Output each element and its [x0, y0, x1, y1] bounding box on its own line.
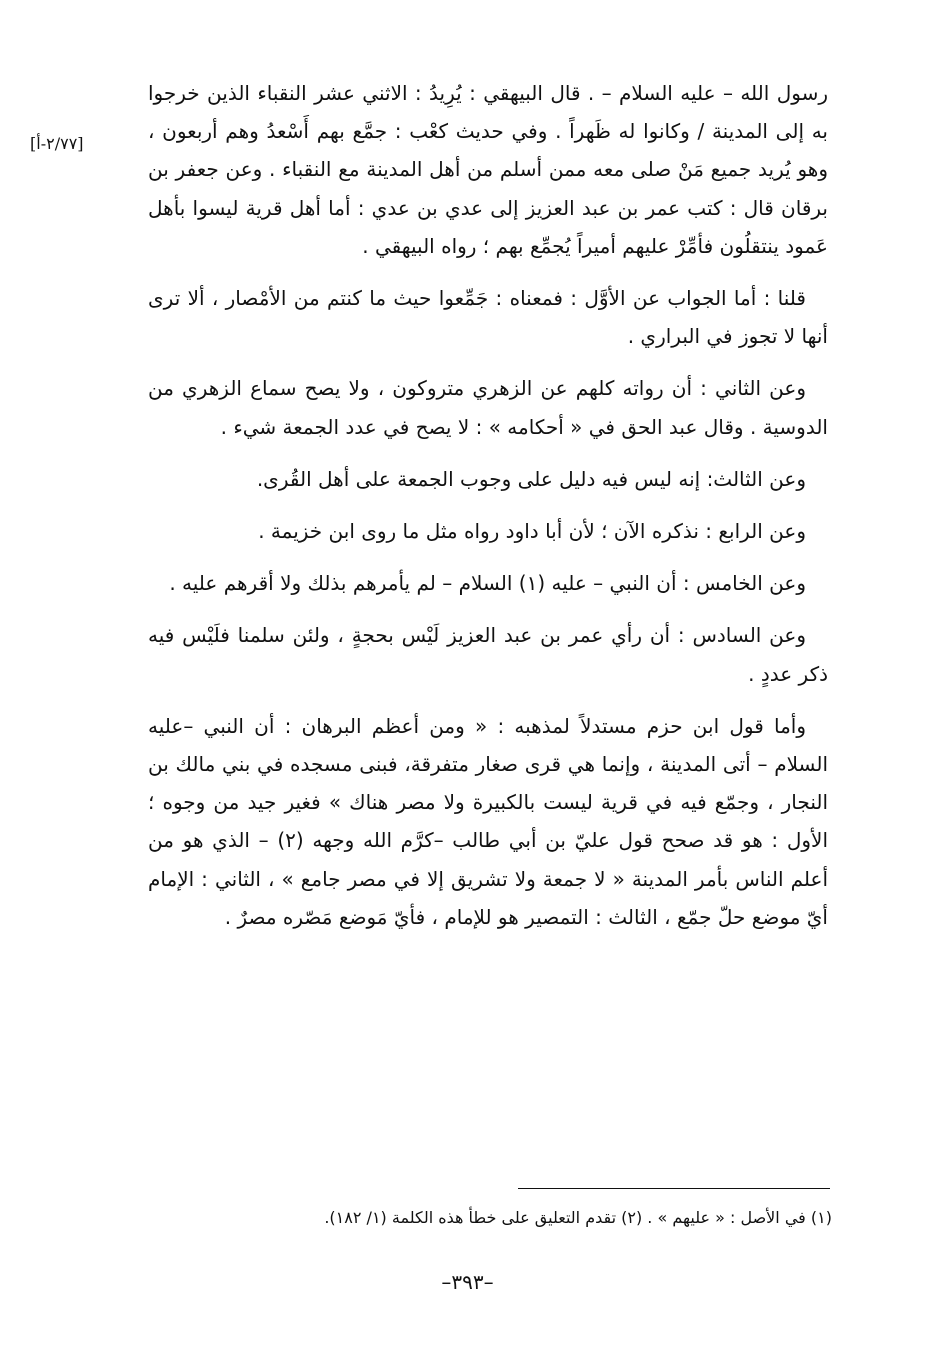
main-text: [148, 74, 828, 950]
paragraph-8: وأما قول ابن حزم مستدلاً لمذهبه : « ومن أعظم البرهان : أن النبي –عليه السلام – أتى المدينة ، وإنما هي قرى صغار متفرقة، فبنى مسجده في بني مالك بن النجار ، وجمّع فيه في قرية ليست بالكبيرة ولا مصر هناك » فغير جيد من وجوه ؛ الأول : هو قد صحح قول عليّ بن أبي طالب –كرَّم الله وجهه (٢) – الذي هو من أعلم الناس بأمر المدينة « لا جمعة ولا تشريق إلا في مصر جامع » ، الثاني : الإمام أيّ موضع حلّ جمّع ، الثالث : التمصير هو للإمام ، فأيّ مَوضع مَصّره مصرٌ .: [148, 713, 829, 929]
page-number: –٣٩٣–: [441, 1270, 494, 1294]
margin-reference: [٢/٧٧-أ]: [30, 134, 84, 153]
paragraph-6: وعن الخامس : أن النبي – عليه (١) السلام – لم يأمرهم بذلك ولا أقرهم عليه .: [169, 571, 806, 596]
footnotes: (١) في الأصل : « عليهم » . (٢) تقدم التعليق على خطأ هذه الكلمة (١/ ١٨٢).: [324, 1208, 832, 1227]
paragraph-5: وعن الرابع : نذكره الآن ؛ لأن أبا داود رواه مثل ما روى ابن خزيمة .: [258, 519, 806, 544]
paragraph-3: وعن الثاني : أن رواته كلهم عن الزهري متروكون ، ولا يصح سماع الزهري من الدوسية . وقال عبد الحق في « أحكامه » : لا يصح في عدد الجمعة شيء .: [148, 376, 828, 439]
paragraph-2: قلنا : أما الجواب عن الأوَّل : فمعناه : جَمِّعوا حيث ما كنتم من الأمْصار ، ألا ترى أنها لا تجوز في البراري .: [148, 286, 828, 349]
paragraph-7: وعن السادس : أن رأي عمر بن عبد العزيز لَيْس بحجةٍ ، ولئن سلمنا فلَيْس فيه ذكر عددٍ .: [148, 623, 828, 686]
paragraph-4: وعن الثالث: إنه ليس فيه دليل على وجوب الجمعة على أهل القُرى.: [256, 466, 806, 491]
paragraph-1: رسول الله – عليه السلام – . قال البيهقي : يُرِيدُ : الاثني عشر النقباء الذين خرجوا به إلى المدينة / وكانوا له ظَهراً . وفي حديث كعْب : جمَّع بهم أَسْعدُ وهم أربعون ، وهو يُريد جميع مَنْ صلى معه ممن أسلم من أهل المدينة مع النقباء . وعن جعفر بن برقان قال : كتب عمر بن عبد العزيز إلى عدي بن عدي : أما أهل قرية ليسوا بأهل عَمود ينتقلُون فأمِّرْ عليهم أميراً يُجمِّع بهم ؛ رواه البيهقي .: [148, 81, 828, 258]
footnote-separator: [518, 1188, 830, 1189]
